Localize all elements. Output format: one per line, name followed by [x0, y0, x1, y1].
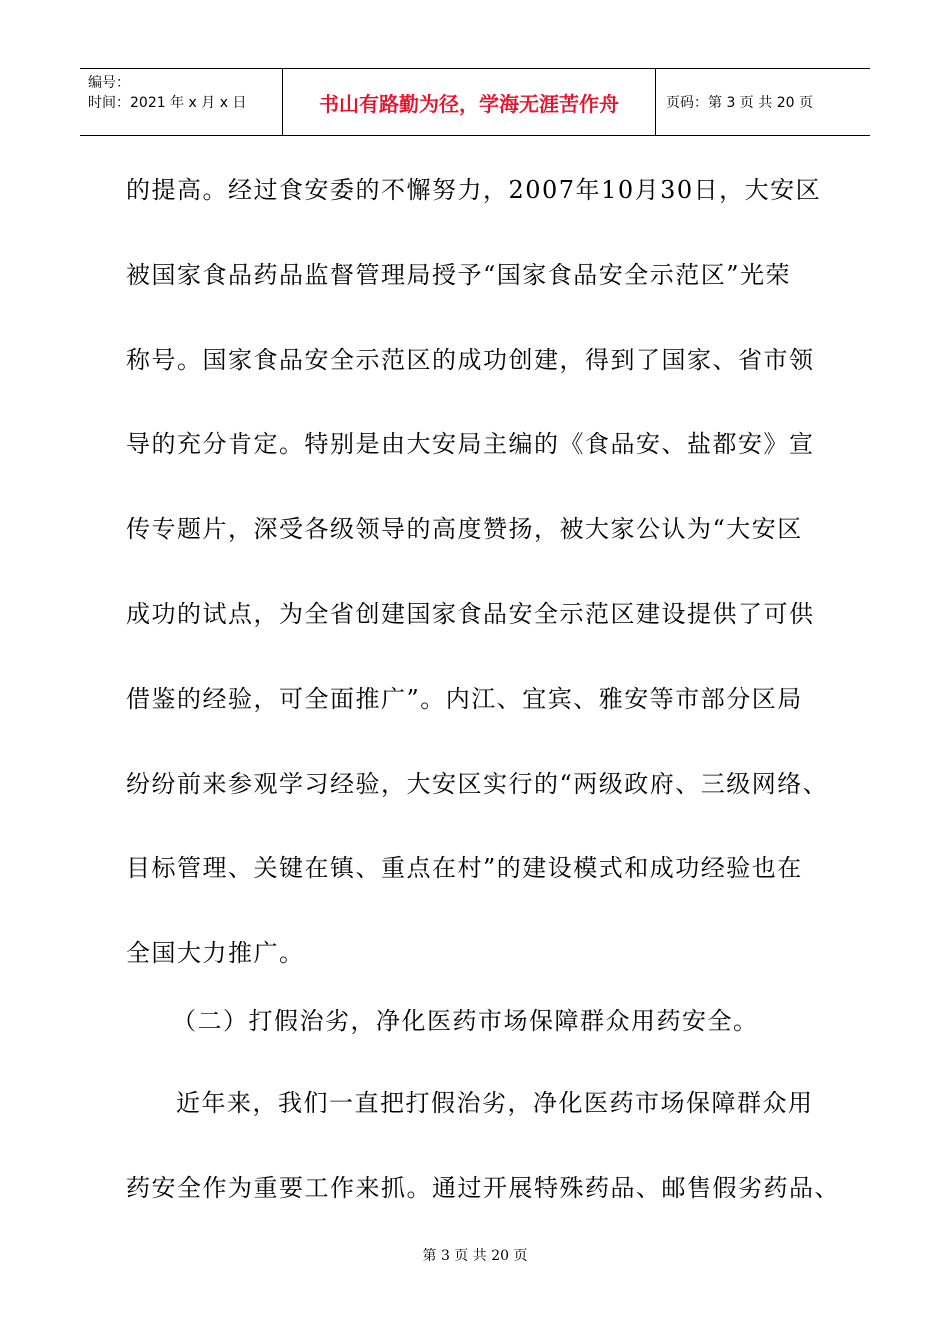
- paragraph-line: 传专题片，深受各级领导的高度赞扬，被大家公认为“大安区: [126, 515, 803, 543]
- paragraph-line: 近年来，我们一直把打假治劣，净化医药市场保障群众用: [176, 1089, 814, 1117]
- header-motto: 书山有路勤为径，学海无涯苦作舟: [283, 69, 656, 135]
- document-number-label: 编号：: [88, 75, 130, 91]
- paragraph-line: 纷纷前来参观学习经验，大安区实行的“两级政府、三级网络、: [126, 770, 829, 798]
- header-page-info: 页码：第 3 页 共 20 页: [666, 95, 813, 111]
- paragraph-line: 成功的试点，为全省创建国家食品安全示范区建设提供了可供: [126, 600, 815, 628]
- paragraph-line: 全国大力推广。: [126, 939, 305, 967]
- document-header: [80, 68, 870, 136]
- paragraph-line: 药安全作为重要工作来抓。通过开展特殊药品、邮售假劣药品、: [126, 1174, 840, 1202]
- paragraph-line: 的提高。经过食安委的不懈努力，2007年10月30日，大安区: [126, 176, 822, 204]
- document-time-label: 时间：2021 年 x 月 x 日: [88, 95, 247, 111]
- paragraph-line: 被国家食品药品监督管理局授予“国家食品安全示范区”光荣: [126, 261, 792, 289]
- paragraph-line: 借鉴的经验，可全面推广”。内江、宜宾、雅安等市部分区局: [126, 685, 803, 713]
- paragraph-line: 目标管理、关键在镇、重点在村”的建设模式和成功经验也在: [126, 854, 803, 882]
- page-footer: 第 3 页 共 20 页: [422, 1248, 528, 1264]
- section-heading: （二）打假治劣，净化医药市场保障群众用药安全。: [172, 1007, 759, 1035]
- paragraph-line: 导的充分肯定。特别是由大安局主编的《食品安、盐都安》宣: [126, 430, 815, 458]
- header-meta: [80, 69, 283, 135]
- paragraph-line: 称号。国家食品安全示范区的成功创建，得到了国家、省市领: [126, 346, 815, 374]
